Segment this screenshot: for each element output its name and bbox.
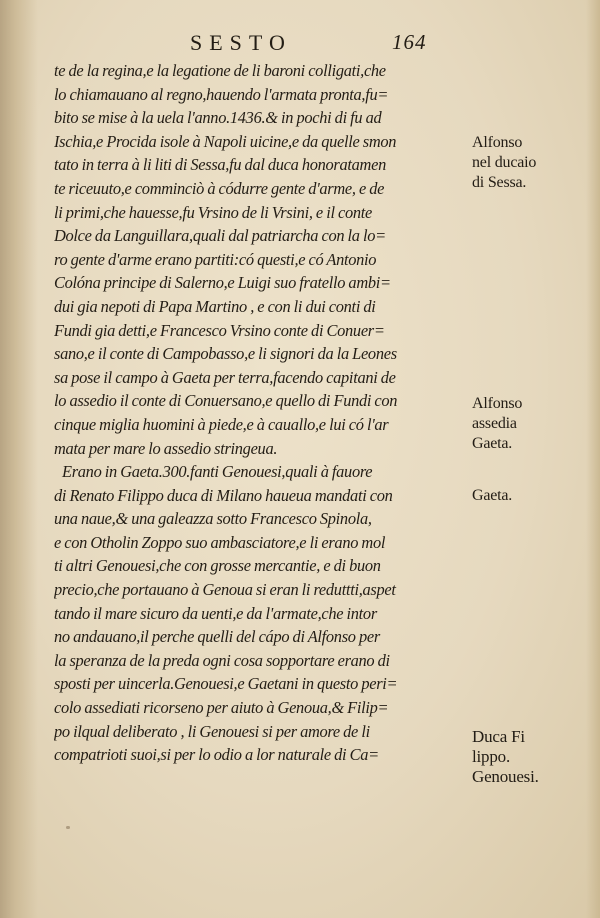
- margin-note-line: Gaeta.: [472, 487, 513, 504]
- text-line: sposti per uincerla.Genouesi,e Gaetani in questo peri=: [54, 674, 398, 694]
- text-line: mata per mare lo assedio stringeua.: [54, 438, 278, 458]
- text-line: bito se mise à la uela l'anno.1436.& in pochi di fu ad: [54, 108, 382, 128]
- text-line: lo chiamauano al regno,hauendo l'armata pronta,fu=: [54, 84, 389, 104]
- margin-note-gaeta: [472, 486, 512, 506]
- gutter-shadow: [0, 0, 38, 918]
- text-line: te riceuuto,e comminciò à códurre gente d'arme, e de: [54, 178, 385, 198]
- text-line: ro gente d'arme erano partiti:có questi,e có Antonio: [54, 249, 377, 269]
- margin-note-line: di Sessa.: [472, 174, 527, 191]
- text-line: te de la regina,e la legatione de li baroni colligati,che: [54, 61, 386, 80]
- margin-note-line: nel ducaio: [472, 154, 537, 171]
- paragraph-start-line: Erano in Gaeta.300.fanti Genouesi,quali à fauore: [62, 462, 373, 482]
- text-line: Ischia,e Procida isole à Napoli uicine,e da quelle smon: [54, 131, 397, 151]
- margin-note-alfonso-gaeta: [472, 394, 522, 454]
- text-line: li primi,che hauesse,fu Vrsino de li Vrsini, e il conte: [54, 202, 372, 222]
- page-edge: [586, 0, 600, 918]
- margin-note-line: lippo.: [472, 747, 510, 766]
- margin-note-line: Gaeta.: [472, 435, 513, 452]
- running-head: SESTO: [190, 30, 292, 55]
- text-line: ti altri Genouesi,che con grosse mercantie, e di buon: [54, 556, 381, 576]
- text-line: lo assedio il conte di Conuersano,e quello di Fundi con: [54, 391, 398, 411]
- margin-note-line: assedia: [472, 415, 517, 432]
- text-line: sano,e il conte di Campobasso,e li signori da la Leones: [54, 344, 397, 364]
- text-line: tato in terra à li liti di Sessa,fu dal duca honoratamen: [54, 155, 386, 175]
- ink-speck: [66, 826, 70, 829]
- text-line: no andauano,il perche quelli del cápo di Alfonso per: [54, 627, 380, 647]
- text-line: la speranza de la preda ogni cosa sopportare erano di: [54, 650, 390, 670]
- main-text-block: [54, 59, 466, 767]
- text-line: di Renato Filippo duca di Milano haueua mandati con: [54, 485, 393, 505]
- margin-note-line: Duca Fi: [472, 727, 525, 746]
- text-line: e con Otholin Zoppo suo ambasciatore,e li erano mol: [54, 532, 386, 552]
- text-line: tando il mare sicuro da uenti,e da l'armate,che intor: [54, 603, 377, 623]
- text-line: Colóna principe di Salerno,e Luigi suo fratello ambi=: [54, 273, 391, 293]
- page-header: [0, 30, 600, 56]
- text-line: po ilqual deliberato , li Genouesi si per amore de li: [54, 721, 370, 741]
- text-line: cinque miglia huomini à piede,e à cauallo,e lui có l'ar: [54, 414, 389, 434]
- text-line: una naue,& una galeazza sotto Francesco Spinola,: [54, 509, 372, 529]
- text-line: sa pose il campo à Gaeta per terra,facendo capitani de: [54, 367, 396, 387]
- text-line: compatrioti suoi,si per lo odio a lor naturale di Ca=: [54, 745, 379, 765]
- text-line: Dolce da Languillara,quali dal patriarcha con la lo=: [54, 226, 386, 246]
- text-line: precio,che portauano à Genoua si eran li reduttti,aspet: [54, 580, 396, 600]
- text-line: dui gia nepoti di Papa Martino , e con li dui conti di: [54, 296, 376, 316]
- margin-note-line: Alfonso: [472, 395, 523, 412]
- text-line: colo assediati ricorseno per aiuto à Genoua,& Filip=: [54, 698, 389, 718]
- text-line: Fundi gia detti,e Francesco Vrsino conte di Conuer=: [54, 320, 385, 340]
- page-number: 164: [392, 30, 427, 54]
- margin-note-line: Genouesi.: [472, 767, 539, 786]
- margin-note-line: Alfonso: [472, 134, 523, 151]
- margin-note-alfonso-sessa: [472, 133, 536, 193]
- margin-note-duca-filippo: [472, 727, 539, 787]
